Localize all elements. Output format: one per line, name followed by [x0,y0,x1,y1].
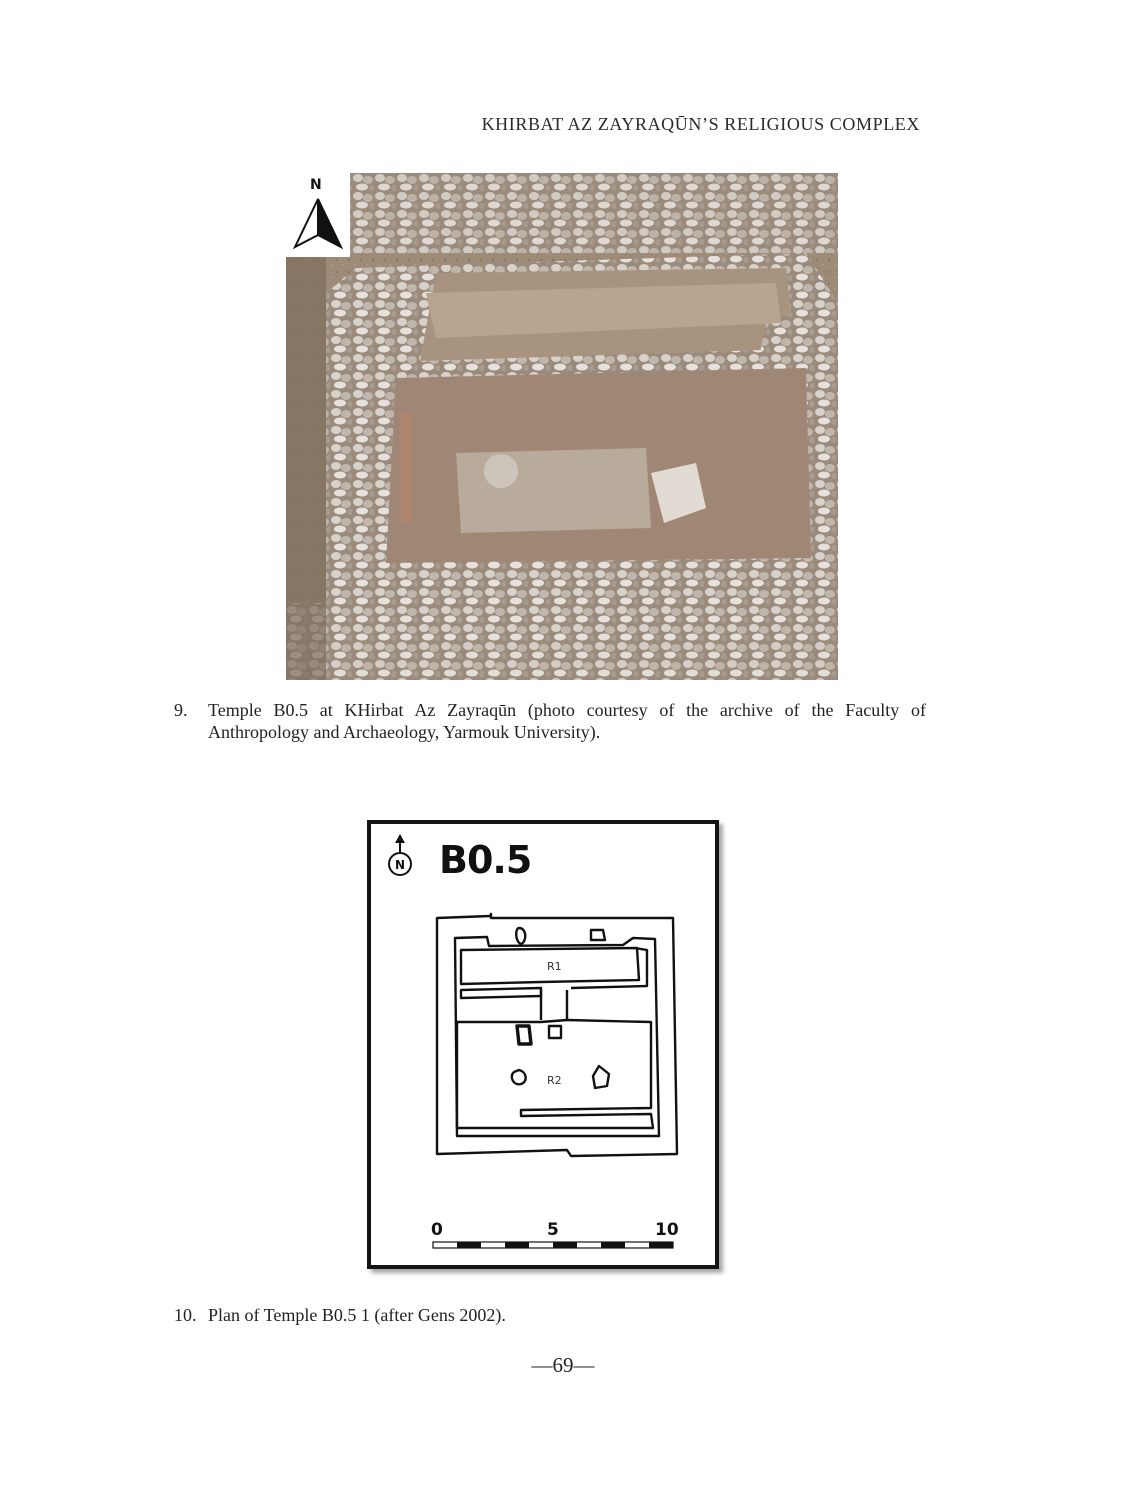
caption-text: Plan of Temple B0.5 1 (after Gens 2002). [208,1305,506,1325]
figure-number: 10. [174,1305,197,1325]
scale-label-10: 10 [655,1220,679,1240]
scale-label-5: 5 [547,1220,559,1240]
figure-10-caption [174,1304,926,1326]
running-head: KHIRBAT AZ ZAYRAQŪN’S RELIGIOUS COMPLEX [481,114,920,134]
compass-label: N [394,858,406,872]
room-label-r2: R2 [547,1074,562,1087]
scale-bar [433,1242,673,1248]
north-arrow-icon [293,197,343,249]
room-label-r1: R1 [547,960,562,973]
caption-text: Temple B0.5 at KHirbat Az Zayraqūn (photo courtesy of the archive of the Faculty of Anthropology and Archaeology, Yarmouk University). [208,700,926,742]
excavation-photo [286,173,838,680]
north-arrow-box [286,173,350,257]
page-number: —69— [531,1353,595,1377]
temple-plan [367,820,719,1269]
plan-title: B0.5 [439,838,532,882]
scale-label-0: 0 [431,1220,443,1240]
north-label: N [310,177,322,193]
figure-9-caption [174,699,926,743]
plan-drawing [371,824,715,1265]
figure-number: 9. [174,700,188,720]
